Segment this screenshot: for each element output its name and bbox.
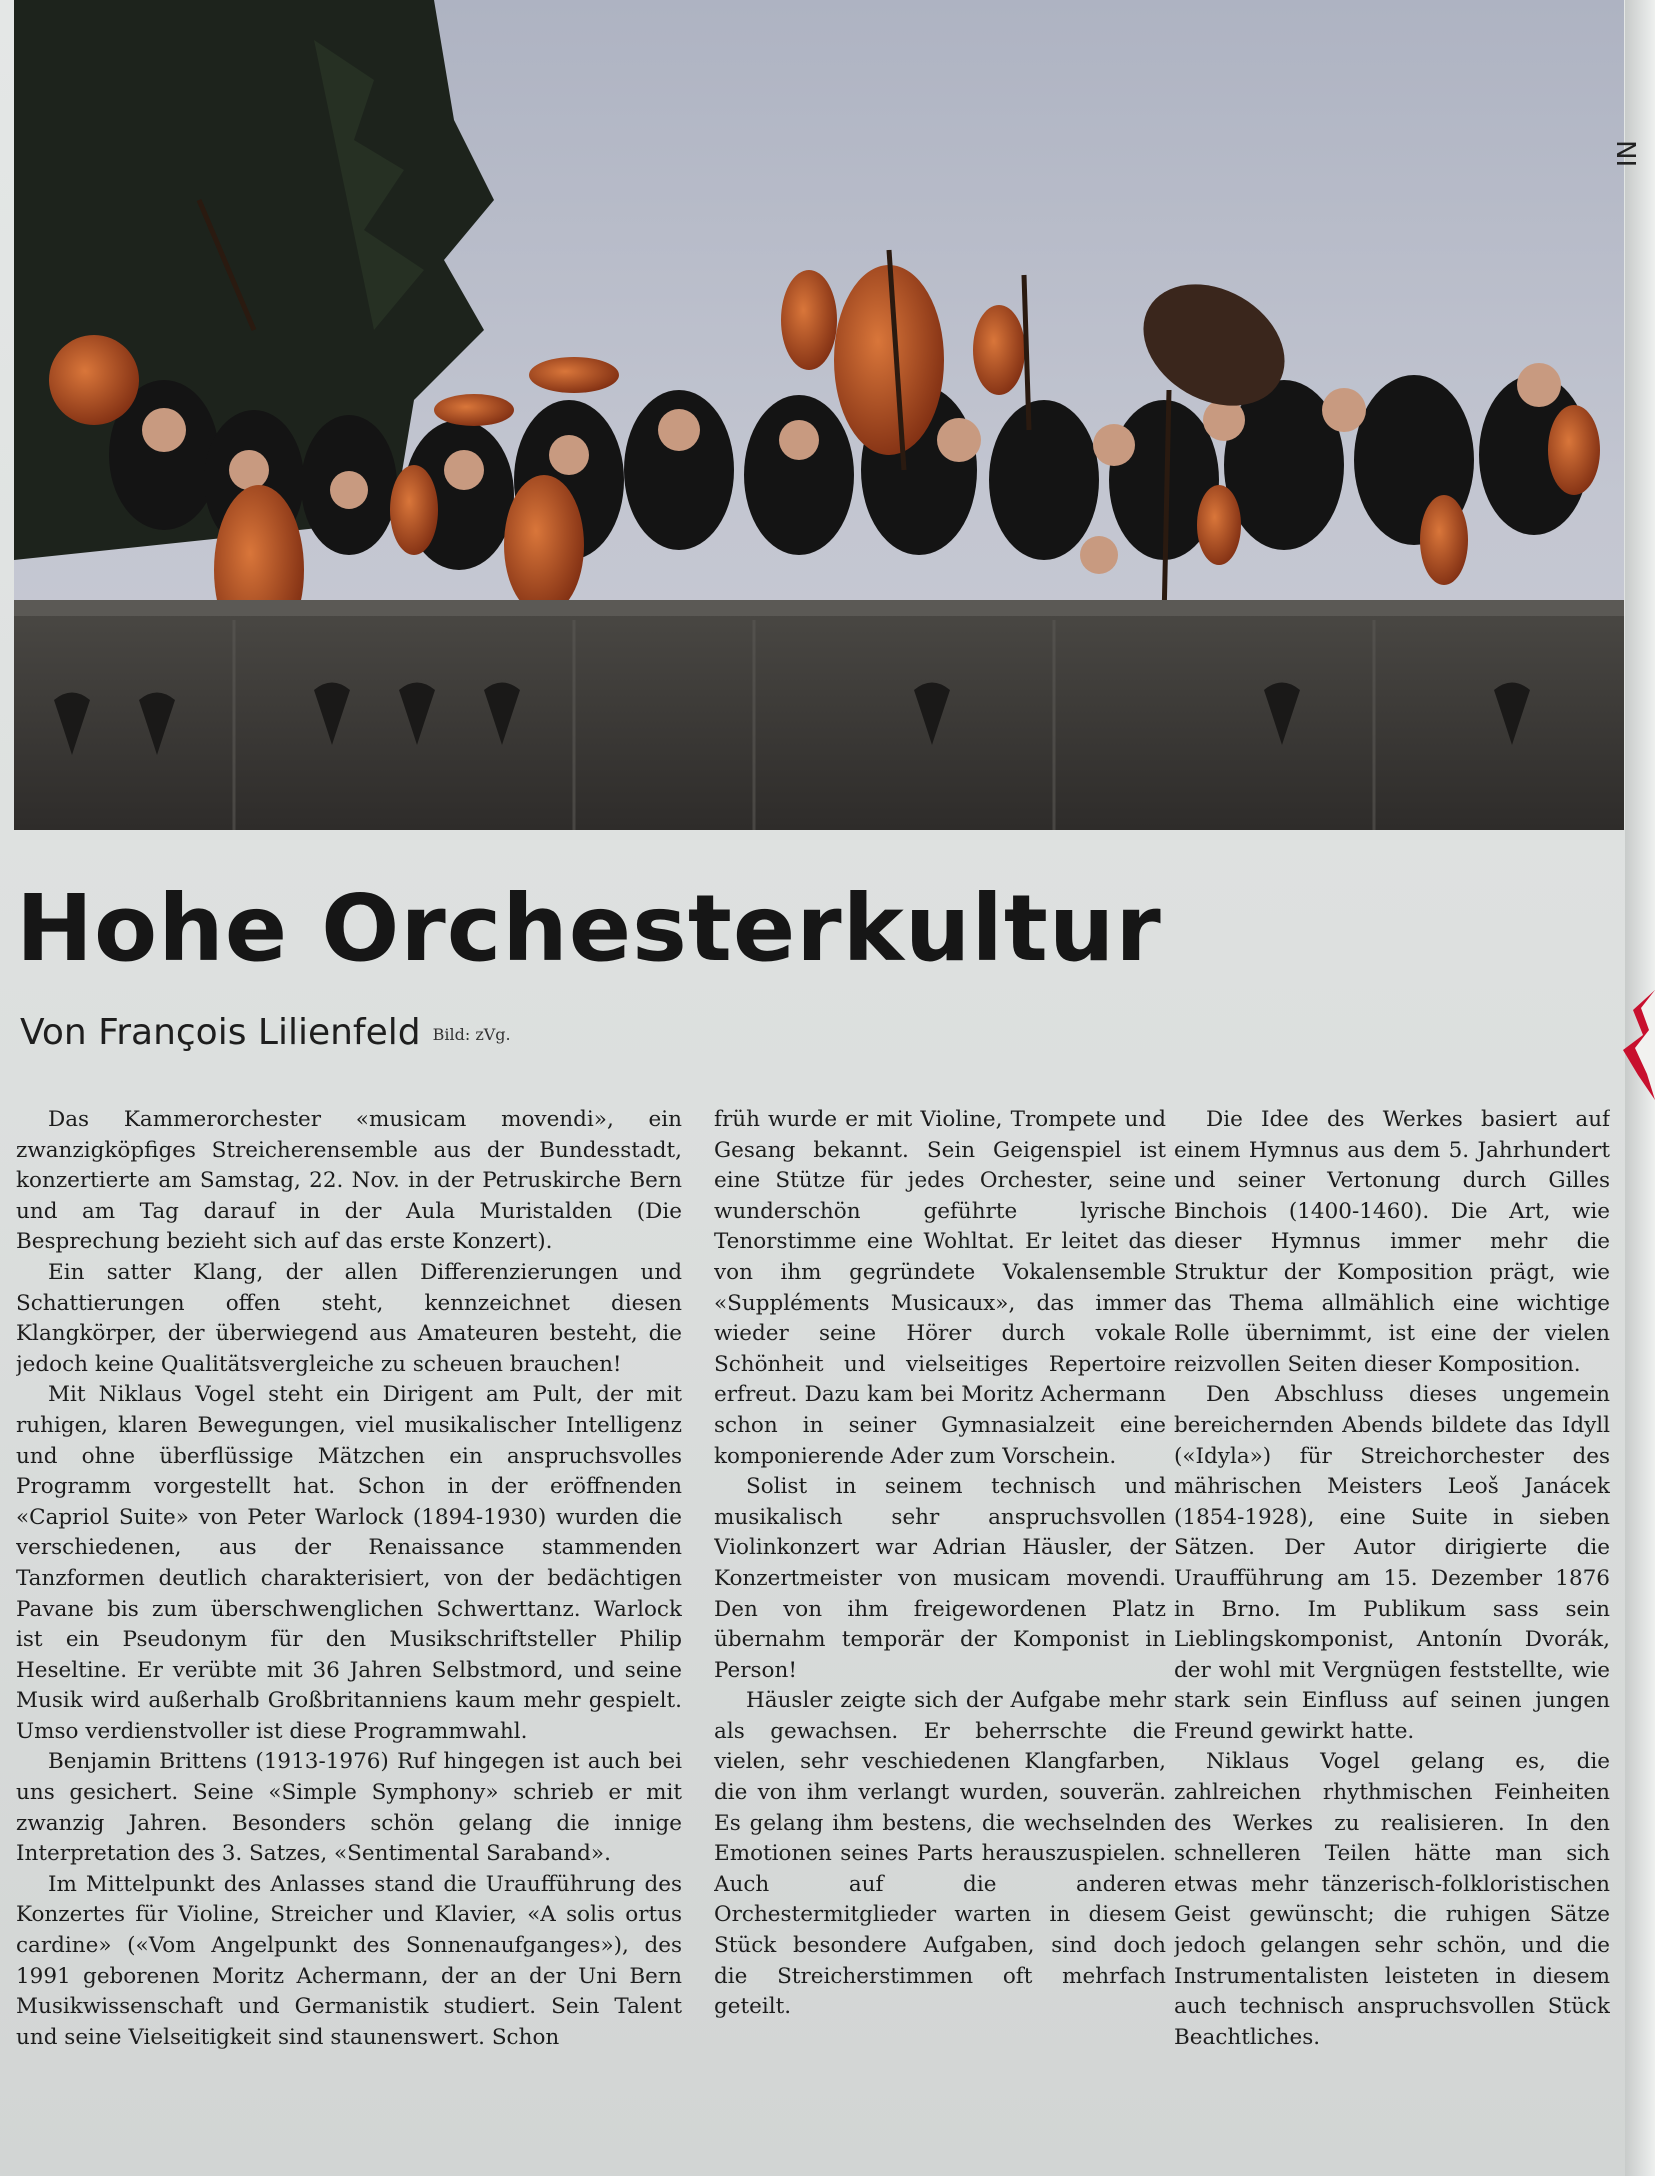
paragraph: Häusler zeigte sich der Aufgabe mehr als gewachsen. Er beherrschte die vielen, sehr veschiedenen Klangfarben, die von ihm verlangt wurden, souverän. Es gelang ihm bestens, die wechselnden Emotionen seines Parts herauszuspielen. Auch auf die anderen Orchestermitglieder warten in diesem Stück besondere Aufgaben, sind doch die Streicherstimmen oft mehrfach geteilt. (714, 1688, 1166, 2020)
paragraph: Die Idee des Werkes basiert auf einem Hymnus aus dem 5. Jahrhundert und seiner Vertonung durch Gilles Binchois (1400-1460). Die Art, wie dieser Hymnus immer mehr die Struktur der Komposition prägt, wie das Thema allmählich eine wichtige Rolle übernimmt, ist eine der vielen reizvollen Seiten dieser Komposition. (1174, 1107, 1610, 1377)
orchestra-photo (14, 0, 1624, 830)
orchestra-photo-illustration (14, 0, 1624, 830)
paragraph: Mit Niklaus Vogel steht ein Dirigent am Pult, der mit ruhigen, klaren Bewegungen, viel musikalischer Intelligenz und ohne überflüssige Mätzchen ein anspruchsvolles Programm vorgestellt hat. Schon in der eröffnenden «Capriol Suite» von Peter Warlock (1894-1930) wurden die verschiedenen, aus der Renaissance stammenden Tanzformen deutlich charakterisiert, von der bedächtigen Pavane bis zum überschwenglichen Schwerttanz. Warlock ist ein Pseudonym für den Musikschriftsteller Philip Heseltine. Er verübte mit 36 Jahren Selbstmord, und seine Musik wird außerhalb Großbritanniens kaum mehr gespielt. Umso verdienstvoller ist diese Programmwahl. (16, 1382, 682, 1744)
torn-corner (1613, 990, 1655, 1100)
column-1 (16, 1105, 682, 2165)
paragraph: Benjamin Brittens (1913-1976) Ruf hingegen ist auch bei uns gesichert. Seine «Simple Symphony» schrieb er mit zwanzig Jahren. Besonders schön gelang die innige Interpretation des 3. Satzes, «Sentimental Saraband». (16, 1749, 682, 1867)
paragraph: Niklaus Vogel gelang es, die zahlreichen rhythmischen Feinheiten des Werkes zu realisieren. In den schnelleren Teilen hätte man sich etwas mehr tänzerisch-folkloristischen Geist gewünscht; die ruhigen Sätze jedoch gelangen sehr schön, und die Instrumentalisten leisteten in diesem auch technisch anspruchsvollen Stück Beachtliches. (1174, 1749, 1610, 2050)
column-2 (714, 1105, 1166, 2165)
paragraph: Den Abschluss dieses ungemein bereichernden Abends bildete das Idyll («Idyla») für Streichorchester des mährischen Meisters Leoš Janácek (1854-1928), eine Suite in sieben Sätzen. Der Autor dirigierte die Uraufführung am 15. Dezember 1876 in Brno. Im Publikum sass sein Lieblingskomponist, Antonín Dvorák, der wohl mit Vergnügen feststellte, wie stark sein Einfluss auf seinen jungen Freund gewirkt hatte. (1174, 1382, 1610, 1744)
photo-credit: Bild: zVg. (432, 1024, 511, 1044)
page-marker: IN (1613, 140, 1643, 168)
paragraph: Ein satter Klang, der allen Differenzierungen und Schattierungen offen steht, kennzeichnet diesen Klangkörper, der überwiegend aus Amateuren besteht, die jedoch keine Qualitätsvergleiche zu scheuen brauchen! (16, 1259, 682, 1377)
author-name: Von François Lilienfeld (20, 1012, 421, 1053)
paragraph: Das Kammerorchester «musicam movendi», ein zwanzigköpfiges Streicherensemble aus der Bundesstadt, konzertierte am Samstag, 22. Nov. in der Petruskirche Bern und am Tag darauf in der Aula Muristalden (Die Besprechung bezieht sich auf das erste Konzert). (16, 1107, 682, 1255)
paragraph: Solist in seinem technisch und musikalisch sehr anspruchsvollen Violinkonzert war Adrian Häusler, der Konzertmeister von musicam movendi. Den von ihm freigewordenen Platz übernahm temporär der Komponist in Person! (714, 1474, 1166, 1683)
paragraph: Im Mittelpunkt des Anlasses stand die Uraufführung des Konzertes für Violine, Streicher und Klavier, «A solis ortus cardine» («Vom Angelpunkt des Sonnenaufganges»), des 1991 geborenen Moritz Achermann, der an der Uni Bern Musikwissenschaft und Germanistik studiert. Sein Talent und seine Vielseitigkeit sind staunenswert. Schon (16, 1871, 682, 2050)
article-body (16, 1105, 1608, 2165)
byline (20, 1012, 511, 1053)
headline: Hohe Orchesterkultur (16, 875, 1162, 982)
column-3 (1174, 1105, 1610, 2165)
paragraph: früh wurde er mit Violine, Trompete und Gesang bekannt. Sein Geigenspiel ist eine Stütze für jedes Orchester, seine wunderschön geführte lyrische Tenorstimme eine Wohltat. Er leitet das von ihm gegründete Vokalensemble «Suppléments Musicaux», das immer wieder seine Hörer durch vokale Schönheit und vielseitiges Repertoire erfreut. Dazu kam bei Moritz Achermann schon in seiner Gymnasialzeit eine komponierende Ader zum Vorschein. (714, 1107, 1166, 1469)
